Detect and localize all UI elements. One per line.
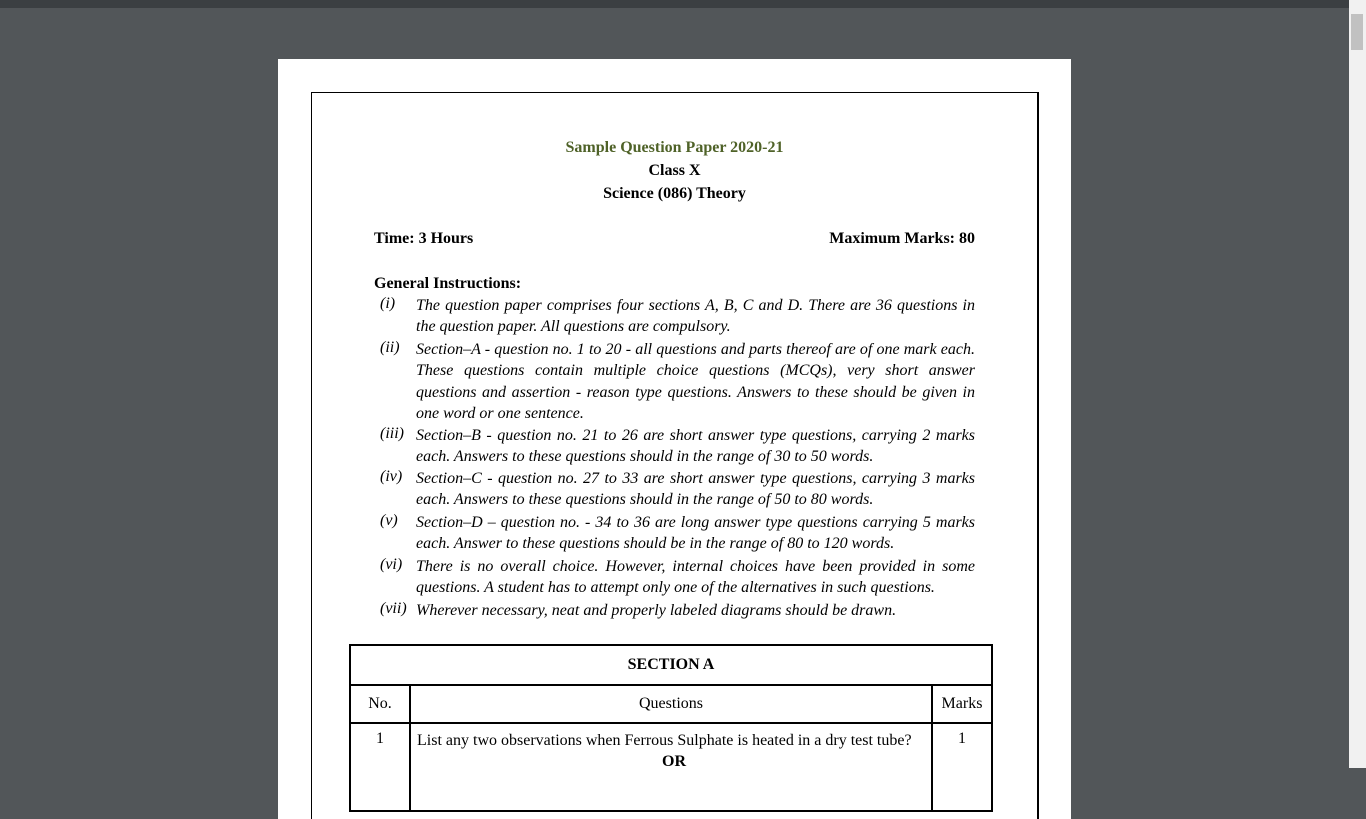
vertical-scrollbar[interactable] [1349,0,1366,768]
instruction-text: Wherever necessary, neat and properly labeled diagrams should be drawn. [416,602,897,619]
instruction-number: (iv) [380,468,403,485]
instruction-number: (ii) [380,339,400,356]
section-title: SECTION A [350,645,992,685]
instruction-number: (v) [380,512,398,529]
section-a-table [349,644,993,812]
max-marks-label: Maximum Marks: 80 [829,230,975,247]
document-page [278,59,1071,819]
table-row [350,723,992,811]
instruction-number: (i) [380,295,396,312]
or-label: OR [662,753,686,770]
instruction-text: The question paper comprises four sections A, B, C and D. There are 36 questions in the question paper. All questions are compulsory. [416,297,975,336]
instruction-number: (vii) [380,600,407,617]
scrollbar-thumb[interactable] [1351,14,1363,50]
instruction-text: There is no overall choice. However, internal choices have been provided in some questions. A student has to attempt only one of the alternatives in such questions. [416,558,975,597]
column-header-questions: Questions [410,685,932,723]
column-header-marks: Marks [932,685,992,723]
instruction-number: (vi) [380,556,403,573]
time-label: Time: 3 Hours [374,230,474,247]
instruction-number: (iii) [380,425,404,442]
instruction-text: Section–D – question no. - 34 to 36 are long answer type questions carrying 5 marks each. Answer to these questions should be in the range of 80 to 120 words. [416,514,975,553]
class-label: Class X [648,162,701,179]
question-text: List any two observations when Ferrous Sulphate is heated in a dry test tube? [417,732,912,749]
instruction-text: Section–A - question no. 1 to 20 - all questions and parts thereof are of one mark each. These questions contain multiple choice questions (MCQs), very short answer questions and assertion - reason type questions. Answers to these should be given in one word or one sentence. [416,341,975,423]
question-marks: 1 [932,723,992,811]
question-number: 1 [350,723,410,811]
question-cell [410,723,932,811]
subject-label: Science (086) Theory [603,185,746,202]
instruction-text: Section–C - question no. 27 to 33 are short answer type questions, carrying 3 marks each. Answers to these questions should in the range of 50 to 80 words. [416,470,975,509]
column-header-no: No. [350,685,410,723]
instruction-text: Section–B - question no. 21 to 26 are short answer type questions, carrying 2 marks each. Answers to these questions should in the range of 30 to 50 words. [416,427,975,466]
paper-title: Sample Question Paper 2020-21 [565,139,784,156]
instructions-heading: General Instructions: [374,275,522,292]
viewer-top-bar [0,0,1366,8]
